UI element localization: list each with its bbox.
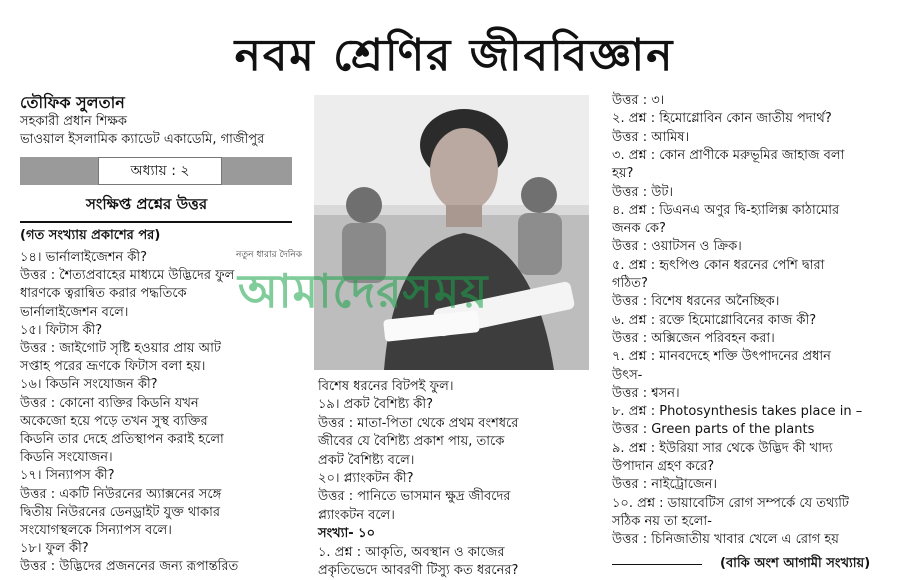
author-institution: ভাওয়াল ইসলামিক ক্যাডেট একাডেমি, গাজীপুর [20, 132, 265, 147]
text-line: ১৫। ফিটাস কী? [20, 322, 103, 338]
text-line: উত্তর : মাতা-পিতা থেকে প্রথম বংশধরে [318, 415, 519, 431]
text-line: ৫. প্রশ্ন : হৃৎপিণ্ড কোন ধরনের পেশি দ্বারা [612, 257, 825, 273]
footer-rule [612, 564, 702, 565]
text-line: অকেজো হয়ে পড়ে তখন সুস্থ ব্যক্তির [20, 413, 208, 429]
text-line: ভার্নালাইজেশন বলে। [20, 304, 129, 320]
text-line: উত্তর : ৩। [612, 93, 665, 108]
watermark-logo: আমাদেরসময় [238, 264, 489, 318]
text-line: সংযোগস্থলকে সিন্যাপস বলে। [20, 523, 172, 538]
footer-note: (বাকি অংশ আগামী সংখ্যায়) [720, 556, 871, 571]
text-line: গঠিত? [612, 276, 648, 291]
text-line: প্রকট বৈশিষ্ট্য বলে। [318, 452, 415, 468]
section-rule [20, 221, 292, 223]
text-line: উত্তর : বিশেষ ধরনের অনৈচ্ছিক। [612, 294, 780, 310]
text-line: উত্তর : উট। [612, 184, 674, 200]
text-line: ২. প্রশ্ন : হিমোগ্লোবিন কোন জাতীয় পদার্থ? [612, 111, 832, 127]
text-line: ১৮। ফুল কী? [20, 541, 89, 557]
text-line: প্ল্যাংকটন বলে। [318, 507, 395, 523]
text-line: বিশেষ ধরনের বিটপই ফুল। [318, 379, 454, 394]
text-line: ধারণকে ত্বরান্বিত করার পদ্ধতিকে [20, 286, 187, 302]
text-line: উত্তর : জাইগোট সৃষ্টি হওয়ার প্রায় আট [20, 341, 221, 356]
text-line: উত্তর : শ্বসন। [612, 385, 680, 401]
text-line: উত্তর : কোনো ব্যক্তির কিডনি যখন [20, 395, 199, 411]
text-line: প্রকৃতিভেদে আবরণী টিস্যু কত ধরনের? [318, 563, 519, 578]
text-line: উত্তর : চিনিজাতীয় খাবার খেলে এ রোগ হয় [612, 532, 839, 548]
section-title: সংক্ষিপ্ত প্রশ্নের উত্তর [86, 195, 208, 213]
text-line: ৯. প্রশ্ন : ইউরিয়া সার থেকে উদ্ভিদ কী খাদ্য [612, 440, 833, 456]
watermark-tagline: নতুন ধারার দৈনিক [236, 250, 302, 260]
text-line: ১৯। প্রকট বৈশিষ্ট্য কী? [318, 397, 433, 413]
text-line: ১. প্রশ্ন : আকৃতি, অবস্থান ও কাজের [318, 544, 505, 560]
text-line: জীবের যে বৈশিষ্ট্য প্রকাশ পায়, তাকে [318, 434, 505, 450]
text-line: কিডনি তার দেহে প্রতিস্থাপন করাই হলো [20, 432, 224, 447]
text-line: উত্তর : ওয়াটসন ও ক্রিক। [612, 239, 742, 255]
text-line: সপ্তাহ পরের ভ্রূণকে ফিটাস বলা হয়। [20, 359, 206, 375]
text-line: হয়? [612, 166, 634, 182]
text-line: উত্তর : পানিতে ভাসমান ক্ষুদ্র জীবদের [318, 489, 511, 505]
text-line: ২০। প্ল্যাংকটন কী? [318, 471, 414, 486]
text-line: উত্তর : নাইট্রোজেন। [612, 477, 717, 493]
text-line: ১৪। ভার্নালাইজেশন কী? [20, 250, 148, 265]
chapter-label: অধ্যায় : ২ [98, 157, 222, 185]
text-line: উত্তর : একটি নিউরনের অ্যাক্সনের সঙ্গে [20, 486, 222, 502]
text-line: উপাদান গ্রহণ করে? [612, 459, 715, 474]
text-line: ১৭। সিন্যাপস কী? [20, 468, 115, 484]
text-line: ১৬। কিডনি সংযোজন কী? [20, 377, 158, 393]
text-line: উৎস- [612, 367, 643, 383]
text-line: ৪. প্রশ্ন : ডিএনএ অণুর দ্বি-হ্যালিক্স কাঠামোর [612, 202, 840, 218]
author-designation: সহকারী প্রধান শিক্ষক [20, 114, 127, 129]
text-line: উত্তর : Green parts of the plants [612, 422, 815, 438]
text-line: ৮. প্রশ্ন : Photosynthesis takes place in – [612, 404, 863, 420]
section-continuation: (গত সংখ্যায় প্রকাশের পর) [20, 228, 161, 243]
text-line: উত্তর : শৈত্যপ্রবাহের মাধ্যমে উদ্ভিদের ফুল [20, 268, 235, 284]
text-line: ৭. প্রশ্ন : মানবদেহে শক্তি উৎপাদনের প্রধান [612, 349, 831, 365]
text-line: ৩. প্রশ্ন : কোন প্রাণীকে মরুভূমির জাহাজ বলা [612, 147, 845, 163]
issue-heading: সংখ্যা- ১০ [318, 526, 376, 542]
text-line: কিডনি সংযোজন। [20, 450, 113, 466]
text-line: দ্বিতীয় নিউরনের ডেনড্রাইট যুক্ত থাকার [20, 504, 221, 520]
text-line: ৬. প্রশ্ন : রক্তে হিমোগ্লোবিনের কাজ কী? [612, 312, 817, 328]
text-line: জনক কে? [612, 221, 666, 237]
text-line: উত্তর : আমিষ। [612, 129, 690, 145]
text-line: উত্তর : অক্সিজেন পরিবহন করা। [612, 330, 775, 346]
page-title: নবম শ্রেণির জীববিজ্ঞান [234, 30, 675, 81]
text-line: সঠিক নয় তা হলো- [612, 513, 712, 529]
text-line: ১০. প্রশ্ন : ডায়াবেটিস রোগ সম্পর্কে যে তথ্যটি [612, 495, 850, 511]
text-line: উত্তর : উদ্ভিদের প্রজননের জন্য রূপান্তরিত [20, 559, 239, 575]
author-name: তৌফিক সুলতান [20, 93, 125, 112]
